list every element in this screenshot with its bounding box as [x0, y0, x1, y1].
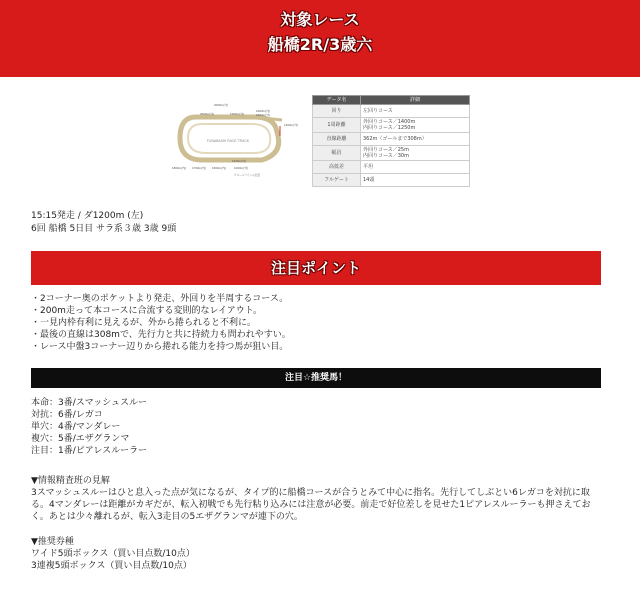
picks-list	[31, 397, 147, 457]
row-value: 外回りコース／1400m 内回りコース／1250m	[361, 118, 470, 133]
bets-section	[31, 536, 195, 572]
row-value: 362m（ゴールまで308m）	[361, 133, 470, 146]
list-item: ・2コーナー奥のポケットより発走、外回りを半周するコース。	[31, 294, 289, 304]
table-header-key: データ名	[313, 96, 361, 105]
course-map	[170, 96, 305, 188]
map-label-1200-outer: 1200m(外)	[284, 123, 299, 127]
row-key: フルゲート	[313, 174, 361, 187]
table-row	[313, 174, 470, 187]
row-value: 14頭	[361, 174, 470, 187]
table-row	[313, 161, 470, 174]
recommend-bar: 注目☆推奨馬！	[31, 368, 601, 388]
analysis-body: 3スマッシュスルーはひと息入った点が気になるが、タイプ的に船橋コースが合うとみて中心に指名。先行してしぶとい6レガコを対抗に取る。4マンダレーは距離がカギだが、転入初戦でも先行粘り込みには注意が必要。前走で好位差しを見せた1ピアレスルーラーも押さえておく。あとは少々離れるが、転入3走目の5エザグランマが連下の穴。	[31, 488, 591, 522]
points-banner: 注目ポイント	[31, 251, 601, 285]
row-key: 直線距離	[313, 133, 361, 146]
table-row	[313, 118, 470, 133]
map-label-1700-inner: 1700m(内)	[192, 166, 207, 170]
bet-trio: 3連複5頭ボックス（買い目点数/10点）	[31, 561, 192, 571]
track-name: FUNABASHI RACE TRACK	[206, 139, 250, 143]
list-item: ・レース中盤3コーナー辺りから捲れる能力を持つ馬が狙い目。	[31, 342, 289, 352]
list-item: ・200m走って本コースに合流する変則的なレイアウト。	[31, 306, 262, 316]
row-key: 回り	[313, 105, 361, 118]
bets-heading: ▼推奨券種	[31, 537, 74, 547]
bet-wide: ワイド5頭ボックス（買い目点数/10点）	[31, 549, 195, 559]
header-title: 対象レース	[280, 10, 360, 29]
map-label-2000-outer: 2000m(外)	[214, 103, 229, 107]
list-item: ・最後の直線は308mで、先行力と共に持続力も問われやすい。	[31, 330, 291, 340]
course-map-graphic	[170, 96, 305, 188]
row-key: 高低差	[313, 161, 361, 174]
pick-rival: 対抗：6番/レガコ	[31, 410, 103, 420]
race-details: 6回 船橋 5日目 サラ系３歳 3歳 9頭	[31, 224, 177, 234]
row-key: 1周距離	[313, 118, 361, 133]
map-label-1500-inner: 1500m(内)	[212, 166, 227, 170]
table-row	[313, 105, 470, 118]
map-label-1000-outer: 1000m(外)	[234, 166, 249, 170]
map-label-1400-inner: 1400m(内)	[232, 159, 247, 163]
table-header-value: 詳細	[361, 96, 470, 105]
analysis-heading: ▼情報精査班の見解	[31, 476, 110, 486]
table-row	[313, 133, 470, 146]
pick-watch: 注目：1番/ピアレスルーラー	[31, 446, 148, 456]
map-label-1800-inner: 1800m(内)	[172, 166, 187, 170]
points-list	[31, 293, 291, 353]
map-note: ※ゴールラインの位置	[234, 174, 260, 177]
map-label-2500-outer: 2500m(外)	[200, 112, 215, 116]
row-value: 外回りコース／25m 内回りコース／30m	[361, 146, 470, 161]
row-key: 幅員	[313, 146, 361, 161]
pick-place-hole: 複穴：5番/エザグランマ	[31, 434, 130, 444]
analysis-section	[31, 475, 606, 523]
map-label-1800-outer: 1800m(外)	[256, 113, 271, 117]
map-label-1600-inner: 1600m(内)	[256, 109, 271, 113]
course-info-table	[312, 95, 470, 187]
race-time-distance: 15:15発走 / ダ1200m (左)	[31, 211, 144, 221]
map-label-1500-outer: 1500m(外)	[230, 112, 245, 116]
pick-main: 本命：3番/スマッシュスルー	[31, 398, 148, 408]
row-value: 左回りコース	[361, 105, 470, 118]
pick-single-hole: 単穴：4番/マンダレー	[31, 422, 121, 432]
header-race: 船橋2R/3歳六	[267, 35, 373, 54]
page-header	[0, 0, 640, 77]
race-meta	[31, 210, 176, 236]
row-value: 平坦	[361, 161, 470, 174]
list-item: ・一見内枠有利に見えるが、外から捲られると不利に。	[31, 318, 257, 328]
table-row	[313, 146, 470, 161]
